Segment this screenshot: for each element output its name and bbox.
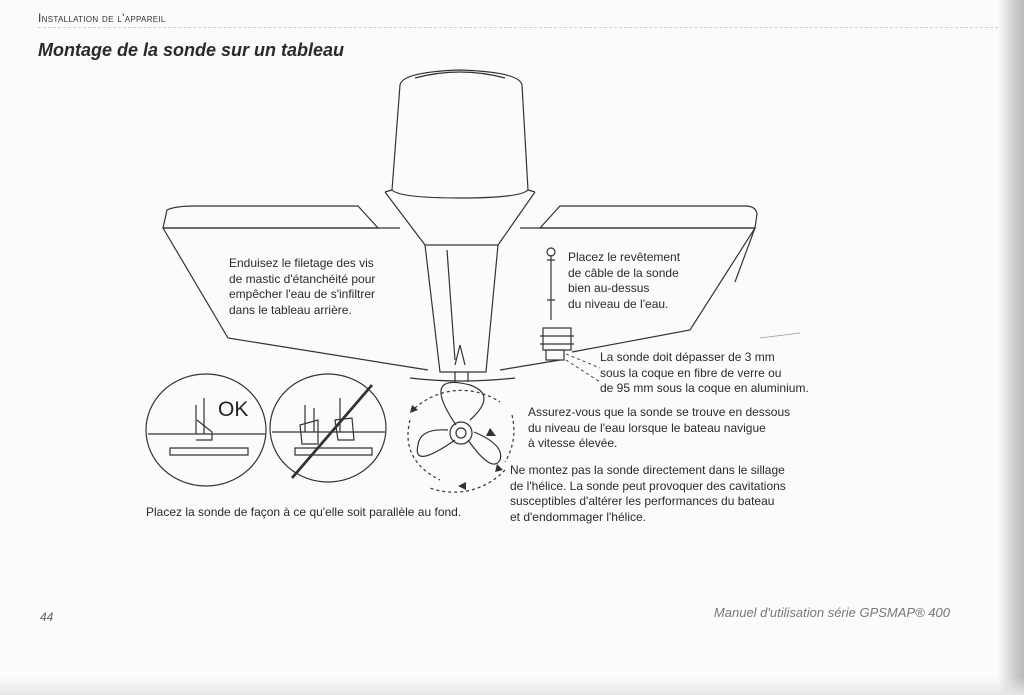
manual-title: Manuel d'utilisation série GPSMAP® 400 xyxy=(713,605,950,620)
correct-mount-circle xyxy=(146,374,266,486)
incorrect-mount-circle xyxy=(270,374,386,482)
section-header: Installation de l'appareil xyxy=(38,11,166,25)
depth-note: La sonde doit dépasser de 3 mm sous la coque en fibre de verre ou de 95 mm sous la coque en aluminium. xyxy=(600,350,809,395)
page-number: 44 xyxy=(40,610,54,624)
parallel-note: Placez la sonde de façon à ce qu'elle soit parallèle au fond. xyxy=(146,505,462,519)
cable-note: Placez le revêtement de câble de la sonde bien au-dessus du niveau de l'eau. xyxy=(568,250,681,311)
sealant-note: Enduisez le filetage des vis de mastic d'étanchéité pour empêcher l'eau de s'infiltrer dans le tableau arrière. xyxy=(229,256,376,317)
ok-label: OK xyxy=(218,398,249,421)
page-title: Montage de la sonde sur un tableau xyxy=(38,40,345,60)
below-water-note: Assurez-vous que la sonde se trouve en dessous du niveau de l'eau lorsque le bateau navigue à vitesse élevée. xyxy=(528,405,791,450)
propeller-illustration xyxy=(408,382,514,492)
propeller-wake-note: Ne montez pas la sonde directement dans le sillage de l'hélice. La sonde peut provoquer des cavitations susceptibles d'altérer les performances du bateau et d'endommager l'hélice. xyxy=(510,463,786,524)
outboard-motor-illustration xyxy=(385,70,535,382)
rotation-arrows xyxy=(410,405,503,490)
